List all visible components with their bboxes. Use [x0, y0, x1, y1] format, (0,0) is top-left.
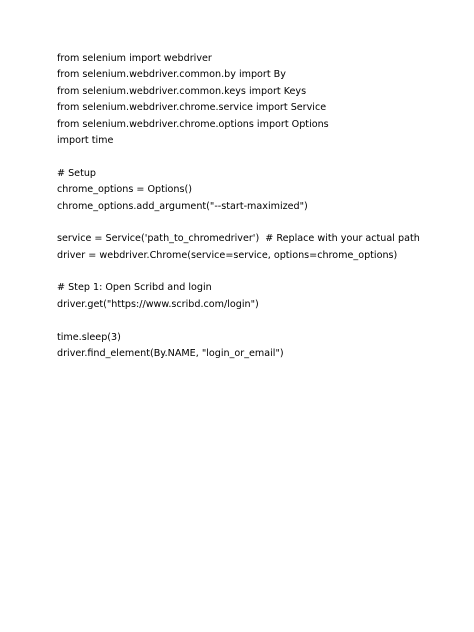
- code-line: driver.find_element(By.NAME, "login_or_email"): [57, 348, 284, 360]
- code-line: time.sleep(3): [57, 331, 121, 343]
- code-line: from selenium.webdriver.chrome.options import Options: [57, 118, 329, 130]
- code-line: driver = webdriver.Chrome(service=service, options=chrome_options): [57, 249, 398, 261]
- blank-line: [57, 264, 457, 280]
- code-line: service = Service('path_to_chromedriver') # Replace with your actual path: [57, 233, 420, 245]
- code-text-block: [57, 51, 457, 362]
- code-line: chrome_options.add_argument("--start-maximized"): [57, 200, 308, 212]
- code-comment-line: # Step 1: Open Scribd and login: [57, 282, 212, 294]
- blank-line: [57, 215, 457, 231]
- code-line: from selenium.webdriver.chrome.service import Service: [57, 102, 327, 114]
- code-line: from selenium import webdriver: [57, 53, 212, 64]
- code-line: from selenium.webdriver.common.keys import Keys: [57, 85, 307, 97]
- code-line: import time: [57, 134, 114, 146]
- blank-line: [57, 313, 457, 329]
- code-line: chrome_options = Options(): [57, 184, 192, 196]
- code-line: driver.get("https://www.scribd.com/login"): [57, 298, 259, 310]
- code-line: from selenium.webdriver.common.by import By: [57, 69, 286, 81]
- blank-line: [57, 149, 457, 165]
- code-comment-line: # Setup: [57, 167, 97, 179]
